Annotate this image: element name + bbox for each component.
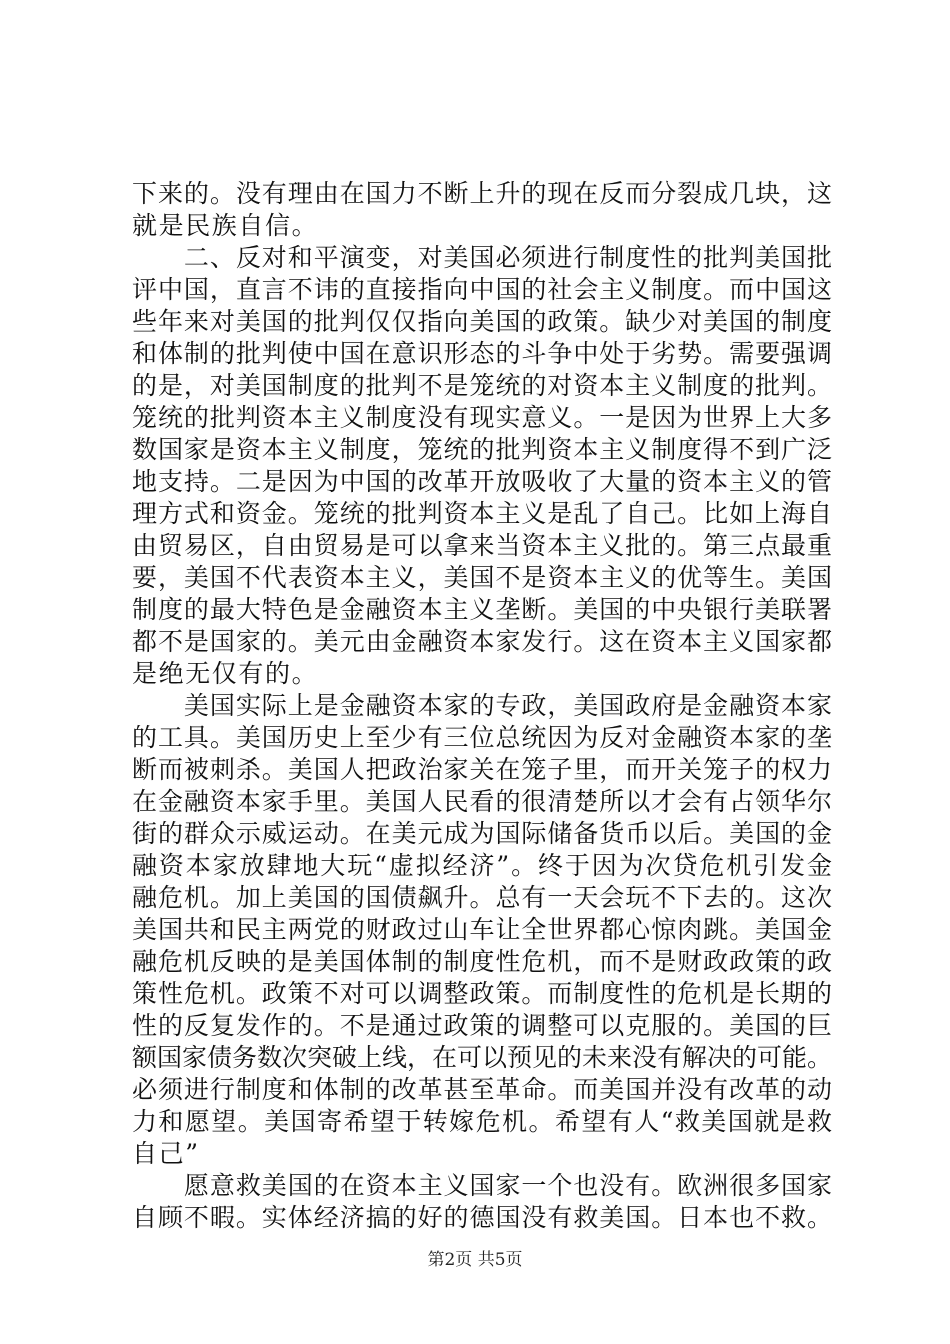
text-line: 额国家债务数次突破上线，在可以预见的未来没有解决的可能。 xyxy=(132,1043,833,1072)
text-line: 评中国，直言不讳的直接指向中国的社会主义制度。而中国这 xyxy=(132,275,832,304)
text-line: 力和愿望。美国寄希望于转嫁危机。希望有人“救美国就是救 xyxy=(132,1107,832,1136)
text-line: 就是民族自信。 xyxy=(132,211,319,240)
text-line: 数国家是资本主义制度，笼统的批判资本主义制度得不到广泛 xyxy=(132,435,832,464)
text-line: 美国共和民主两党的财政过山车让全世界都心惊肉跳。美国金 xyxy=(132,915,832,944)
text-line: 策性危机。政策不对可以调整政策。而制度性的危机是长期的 xyxy=(132,979,832,1008)
text-line: 融危机反映的是美国体制的制度性危机，而不是财政政策的政 xyxy=(132,947,832,976)
text-line: 笼统的批判资本主义制度没有现实意义。一是因为世界上大多 xyxy=(132,403,832,432)
text-line: 街的群众示威运动。在美元成为国际储备货币以后。美国的金 xyxy=(132,819,832,848)
text-line: 制度的最大特色是金融资本主义垄断。美国的中央银行美联署 xyxy=(132,595,832,624)
text-line: 自己” xyxy=(132,1139,200,1168)
text-line: 融危机。加上美国的国债飙升。总有一天会玩不下去的。这次 xyxy=(132,883,832,912)
text-line: 是绝无仅有的。 xyxy=(132,659,319,688)
text-line: 要，美国不代表资本主义，美国不是资本主义的优等生。美国 xyxy=(132,563,832,592)
text-line: 的是，对美国制度的批判不是笼统的对资本主义制度的批判。 xyxy=(132,371,832,400)
text-line: 在金融资本家手里。美国人民看的很清楚所以才会有占领华尔 xyxy=(132,787,832,816)
text-line: 理方式和资金。笼统的批判资本主义是乱了自己。比如上海自 xyxy=(132,499,832,528)
text-line: 断而被刺杀。美国人把政治家关在笼子里，而开关笼子的权力 xyxy=(132,755,832,784)
text-line: 二、反对和平演变，对美国必须进行制度性的批判美国批 xyxy=(132,243,832,272)
page-number-footer: 第2页 共5页 xyxy=(427,1250,523,1270)
text-line: 和体制的批判使中国在意识形态的斗争中处于劣势。需要强调 xyxy=(132,339,832,368)
text-line: 自顾不暇。实体经济搞的好的德国没有救美国。日本也不救。 xyxy=(132,1203,832,1232)
text-line: 些年来对美国的批判仅仅指向美国的政策。缺少对美国的制度 xyxy=(132,307,832,336)
text-line: 必须进行制度和体制的改革甚至革命。而美国并没有改革的动 xyxy=(132,1075,832,1104)
text-line: 融资本家放肆地大玩“虚拟经济”。终于因为次贷危机引发金 xyxy=(132,851,832,880)
text-line: 美国实际上是金融资本家的专政，美国政府是金融资本家 xyxy=(132,691,832,720)
text-line: 的工具。美国历史上至少有三位总统因为反对金融资本家的垄 xyxy=(132,723,832,752)
document-body xyxy=(132,178,832,1234)
text-line: 下来的。没有理由在国力不断上升的现在反而分裂成几块，这 xyxy=(132,179,832,208)
text-line: 愿意救美国的在资本主义国家一个也没有。欧洲很多国家 xyxy=(132,1171,832,1200)
text-line: 由贸易区，自由贸易是可以拿来当资本主义批的。第三点最重 xyxy=(132,531,832,560)
text-line: 都不是国家的。美元由金融资本家发行。这在资本主义国家都 xyxy=(132,627,832,656)
text-line: 性的反复发作的。不是通过政策的调整可以克服的。美国的巨 xyxy=(132,1011,832,1040)
text-line: 地支持。二是因为中国的改革开放吸收了大量的资本主义的管 xyxy=(132,467,832,496)
